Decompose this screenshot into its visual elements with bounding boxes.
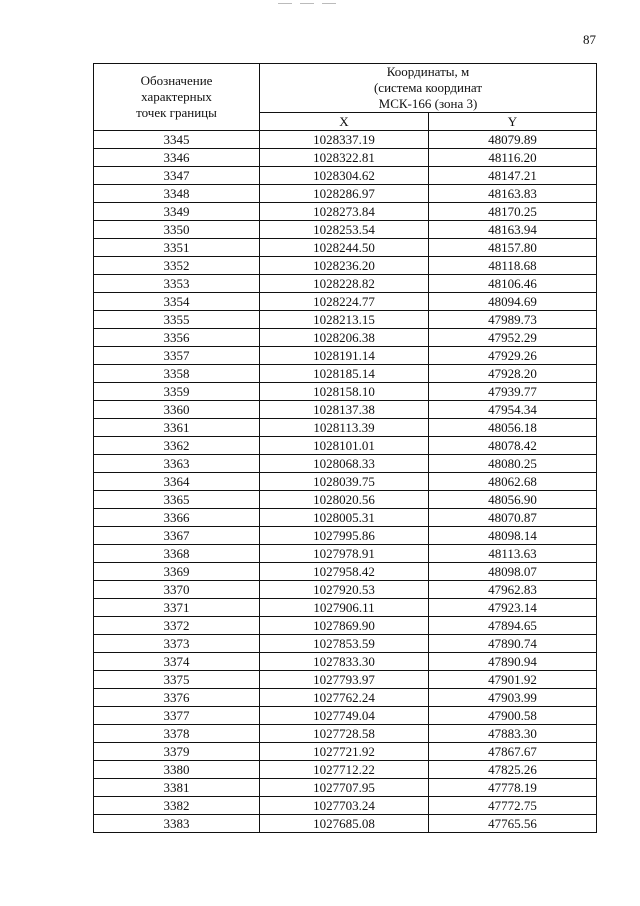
point-id-cell: 3363 bbox=[94, 455, 260, 473]
x-coordinate-cell: 1028337.19 bbox=[260, 131, 429, 149]
table-row bbox=[94, 815, 597, 833]
table-row bbox=[94, 293, 597, 311]
y-coordinate-cell: 48079.89 bbox=[429, 131, 597, 149]
x-coordinate-cell: 1028322.81 bbox=[260, 149, 429, 167]
y-coordinate-cell: 47928.20 bbox=[429, 365, 597, 383]
point-id-cell: 3348 bbox=[94, 185, 260, 203]
y-coordinate-cell: 48080.25 bbox=[429, 455, 597, 473]
y-coordinate-cell: 48056.90 bbox=[429, 491, 597, 509]
header-coordinates: Координаты, м (система координат МСК-166 (зона 3) bbox=[260, 64, 597, 113]
table-row bbox=[94, 509, 597, 527]
point-id-cell: 3376 bbox=[94, 689, 260, 707]
x-coordinate-cell: 1027685.08 bbox=[260, 815, 429, 833]
x-coordinate-cell: 1028158.10 bbox=[260, 383, 429, 401]
x-coordinate-cell: 1027712.22 bbox=[260, 761, 429, 779]
y-coordinate-cell: 47772.75 bbox=[429, 797, 597, 815]
point-id-cell: 3381 bbox=[94, 779, 260, 797]
header-point-label: Обозначение характерных точек границы bbox=[94, 64, 260, 131]
point-id-cell: 3352 bbox=[94, 257, 260, 275]
table-row bbox=[94, 761, 597, 779]
table-row bbox=[94, 257, 597, 275]
y-coordinate-cell: 48098.14 bbox=[429, 527, 597, 545]
table-row bbox=[94, 617, 597, 635]
y-coordinate-cell: 47894.65 bbox=[429, 617, 597, 635]
x-coordinate-cell: 1027995.86 bbox=[260, 527, 429, 545]
x-coordinate-cell: 1028213.15 bbox=[260, 311, 429, 329]
x-coordinate-cell: 1027749.04 bbox=[260, 707, 429, 725]
y-coordinate-cell: 48118.68 bbox=[429, 257, 597, 275]
point-id-cell: 3359 bbox=[94, 383, 260, 401]
point-id-cell: 3366 bbox=[94, 509, 260, 527]
point-id-cell: 3382 bbox=[94, 797, 260, 815]
table-row bbox=[94, 203, 597, 221]
x-coordinate-cell: 1028253.54 bbox=[260, 221, 429, 239]
x-coordinate-cell: 1028273.84 bbox=[260, 203, 429, 221]
point-id-cell: 3371 bbox=[94, 599, 260, 617]
x-coordinate-cell: 1028113.39 bbox=[260, 419, 429, 437]
y-coordinate-cell: 47778.19 bbox=[429, 779, 597, 797]
table-row bbox=[94, 437, 597, 455]
y-coordinate-cell: 47867.67 bbox=[429, 743, 597, 761]
x-coordinate-cell: 1028244.50 bbox=[260, 239, 429, 257]
point-id-cell: 3345 bbox=[94, 131, 260, 149]
point-id-cell: 3377 bbox=[94, 707, 260, 725]
y-coordinate-cell: 48070.87 bbox=[429, 509, 597, 527]
y-coordinate-cell: 48147.21 bbox=[429, 167, 597, 185]
point-id-cell: 3346 bbox=[94, 149, 260, 167]
y-coordinate-cell: 48113.63 bbox=[429, 545, 597, 563]
point-id-cell: 3351 bbox=[94, 239, 260, 257]
point-id-cell: 3369 bbox=[94, 563, 260, 581]
y-coordinate-cell: 48170.25 bbox=[429, 203, 597, 221]
table-row bbox=[94, 653, 597, 671]
x-coordinate-cell: 1028137.38 bbox=[260, 401, 429, 419]
table-row bbox=[94, 797, 597, 815]
table-row bbox=[94, 707, 597, 725]
table-row bbox=[94, 419, 597, 437]
x-coordinate-cell: 1028005.31 bbox=[260, 509, 429, 527]
x-coordinate-cell: 1028185.14 bbox=[260, 365, 429, 383]
table-row bbox=[94, 311, 597, 329]
x-coordinate-cell: 1027869.90 bbox=[260, 617, 429, 635]
x-coordinate-cell: 1027906.11 bbox=[260, 599, 429, 617]
y-coordinate-cell: 47929.26 bbox=[429, 347, 597, 365]
point-id-cell: 3356 bbox=[94, 329, 260, 347]
table-row bbox=[94, 545, 597, 563]
table-row bbox=[94, 599, 597, 617]
y-coordinate-cell: 47903.99 bbox=[429, 689, 597, 707]
scan-artifact bbox=[322, 3, 336, 4]
point-id-cell: 3374 bbox=[94, 653, 260, 671]
table-row bbox=[94, 743, 597, 761]
point-id-cell: 3375 bbox=[94, 671, 260, 689]
point-id-cell: 3370 bbox=[94, 581, 260, 599]
table-row bbox=[94, 473, 597, 491]
point-id-cell: 3354 bbox=[94, 293, 260, 311]
x-coordinate-cell: 1027762.24 bbox=[260, 689, 429, 707]
x-coordinate-cell: 1028020.56 bbox=[260, 491, 429, 509]
point-id-cell: 3378 bbox=[94, 725, 260, 743]
y-coordinate-cell: 48078.42 bbox=[429, 437, 597, 455]
point-id-cell: 3364 bbox=[94, 473, 260, 491]
y-coordinate-cell: 47901.92 bbox=[429, 671, 597, 689]
scan-artifact bbox=[300, 3, 314, 4]
y-coordinate-cell: 48157.80 bbox=[429, 239, 597, 257]
y-coordinate-cell: 48062.68 bbox=[429, 473, 597, 491]
table-row bbox=[94, 239, 597, 257]
y-coordinate-cell: 47939.77 bbox=[429, 383, 597, 401]
header-y: Y bbox=[429, 113, 597, 131]
y-coordinate-cell: 48163.94 bbox=[429, 221, 597, 239]
x-coordinate-cell: 1027853.59 bbox=[260, 635, 429, 653]
table-row bbox=[94, 221, 597, 239]
y-coordinate-cell: 47954.34 bbox=[429, 401, 597, 419]
table-row bbox=[94, 131, 597, 149]
y-coordinate-cell: 47952.29 bbox=[429, 329, 597, 347]
table-row bbox=[94, 491, 597, 509]
x-coordinate-cell: 1027728.58 bbox=[260, 725, 429, 743]
point-id-cell: 3367 bbox=[94, 527, 260, 545]
x-coordinate-cell: 1027721.92 bbox=[260, 743, 429, 761]
table-row bbox=[94, 581, 597, 599]
y-coordinate-cell: 47765.56 bbox=[429, 815, 597, 833]
coordinates-table bbox=[93, 63, 597, 833]
point-id-cell: 3373 bbox=[94, 635, 260, 653]
x-coordinate-cell: 1028039.75 bbox=[260, 473, 429, 491]
table-row bbox=[94, 635, 597, 653]
x-coordinate-cell: 1027833.30 bbox=[260, 653, 429, 671]
table-row bbox=[94, 527, 597, 545]
table-row bbox=[94, 779, 597, 797]
point-id-cell: 3350 bbox=[94, 221, 260, 239]
x-coordinate-cell: 1028228.82 bbox=[260, 275, 429, 293]
y-coordinate-cell: 48098.07 bbox=[429, 563, 597, 581]
point-id-cell: 3347 bbox=[94, 167, 260, 185]
y-coordinate-cell: 47923.14 bbox=[429, 599, 597, 617]
table-row bbox=[94, 275, 597, 293]
table-row bbox=[94, 329, 597, 347]
page-number: 87 bbox=[583, 32, 596, 47]
point-id-cell: 3383 bbox=[94, 815, 260, 833]
x-coordinate-cell: 1028068.33 bbox=[260, 455, 429, 473]
point-id-cell: 3353 bbox=[94, 275, 260, 293]
x-coordinate-cell: 1028224.77 bbox=[260, 293, 429, 311]
y-coordinate-cell: 47883.30 bbox=[429, 725, 597, 743]
y-coordinate-cell: 47989.73 bbox=[429, 311, 597, 329]
table-body bbox=[94, 131, 597, 833]
point-id-cell: 3355 bbox=[94, 311, 260, 329]
y-coordinate-cell: 48094.69 bbox=[429, 293, 597, 311]
x-coordinate-cell: 1028304.62 bbox=[260, 167, 429, 185]
point-id-cell: 3362 bbox=[94, 437, 260, 455]
y-coordinate-cell: 47890.74 bbox=[429, 635, 597, 653]
table-row bbox=[94, 455, 597, 473]
x-coordinate-cell: 1028206.38 bbox=[260, 329, 429, 347]
y-coordinate-cell: 48116.20 bbox=[429, 149, 597, 167]
table-row bbox=[94, 671, 597, 689]
table-row bbox=[94, 167, 597, 185]
table-row bbox=[94, 563, 597, 581]
x-coordinate-cell: 1028101.01 bbox=[260, 437, 429, 455]
point-id-cell: 3361 bbox=[94, 419, 260, 437]
table-row bbox=[94, 689, 597, 707]
point-id-cell: 3372 bbox=[94, 617, 260, 635]
x-coordinate-cell: 1027978.91 bbox=[260, 545, 429, 563]
y-coordinate-cell: 47825.26 bbox=[429, 761, 597, 779]
point-id-cell: 3357 bbox=[94, 347, 260, 365]
x-coordinate-cell: 1027920.53 bbox=[260, 581, 429, 599]
point-id-cell: 3380 bbox=[94, 761, 260, 779]
point-id-cell: 3368 bbox=[94, 545, 260, 563]
y-coordinate-cell: 48106.46 bbox=[429, 275, 597, 293]
x-coordinate-cell: 1028191.14 bbox=[260, 347, 429, 365]
table-row bbox=[94, 365, 597, 383]
y-coordinate-cell: 47890.94 bbox=[429, 653, 597, 671]
x-coordinate-cell: 1027703.24 bbox=[260, 797, 429, 815]
header-x: X bbox=[260, 113, 429, 131]
point-id-cell: 3360 bbox=[94, 401, 260, 419]
y-coordinate-cell: 48056.18 bbox=[429, 419, 597, 437]
point-id-cell: 3365 bbox=[94, 491, 260, 509]
point-id-cell: 3379 bbox=[94, 743, 260, 761]
y-coordinate-cell: 47962.83 bbox=[429, 581, 597, 599]
table-row bbox=[94, 149, 597, 167]
scan-artifact bbox=[278, 3, 292, 4]
y-coordinate-cell: 48163.83 bbox=[429, 185, 597, 203]
point-id-cell: 3349 bbox=[94, 203, 260, 221]
table-row bbox=[94, 185, 597, 203]
x-coordinate-cell: 1028286.97 bbox=[260, 185, 429, 203]
point-id-cell: 3358 bbox=[94, 365, 260, 383]
x-coordinate-cell: 1027707.95 bbox=[260, 779, 429, 797]
table-row bbox=[94, 347, 597, 365]
x-coordinate-cell: 1027958.42 bbox=[260, 563, 429, 581]
table-row bbox=[94, 383, 597, 401]
table-row bbox=[94, 401, 597, 419]
x-coordinate-cell: 1027793.97 bbox=[260, 671, 429, 689]
table-row bbox=[94, 725, 597, 743]
y-coordinate-cell: 47900.58 bbox=[429, 707, 597, 725]
x-coordinate-cell: 1028236.20 bbox=[260, 257, 429, 275]
